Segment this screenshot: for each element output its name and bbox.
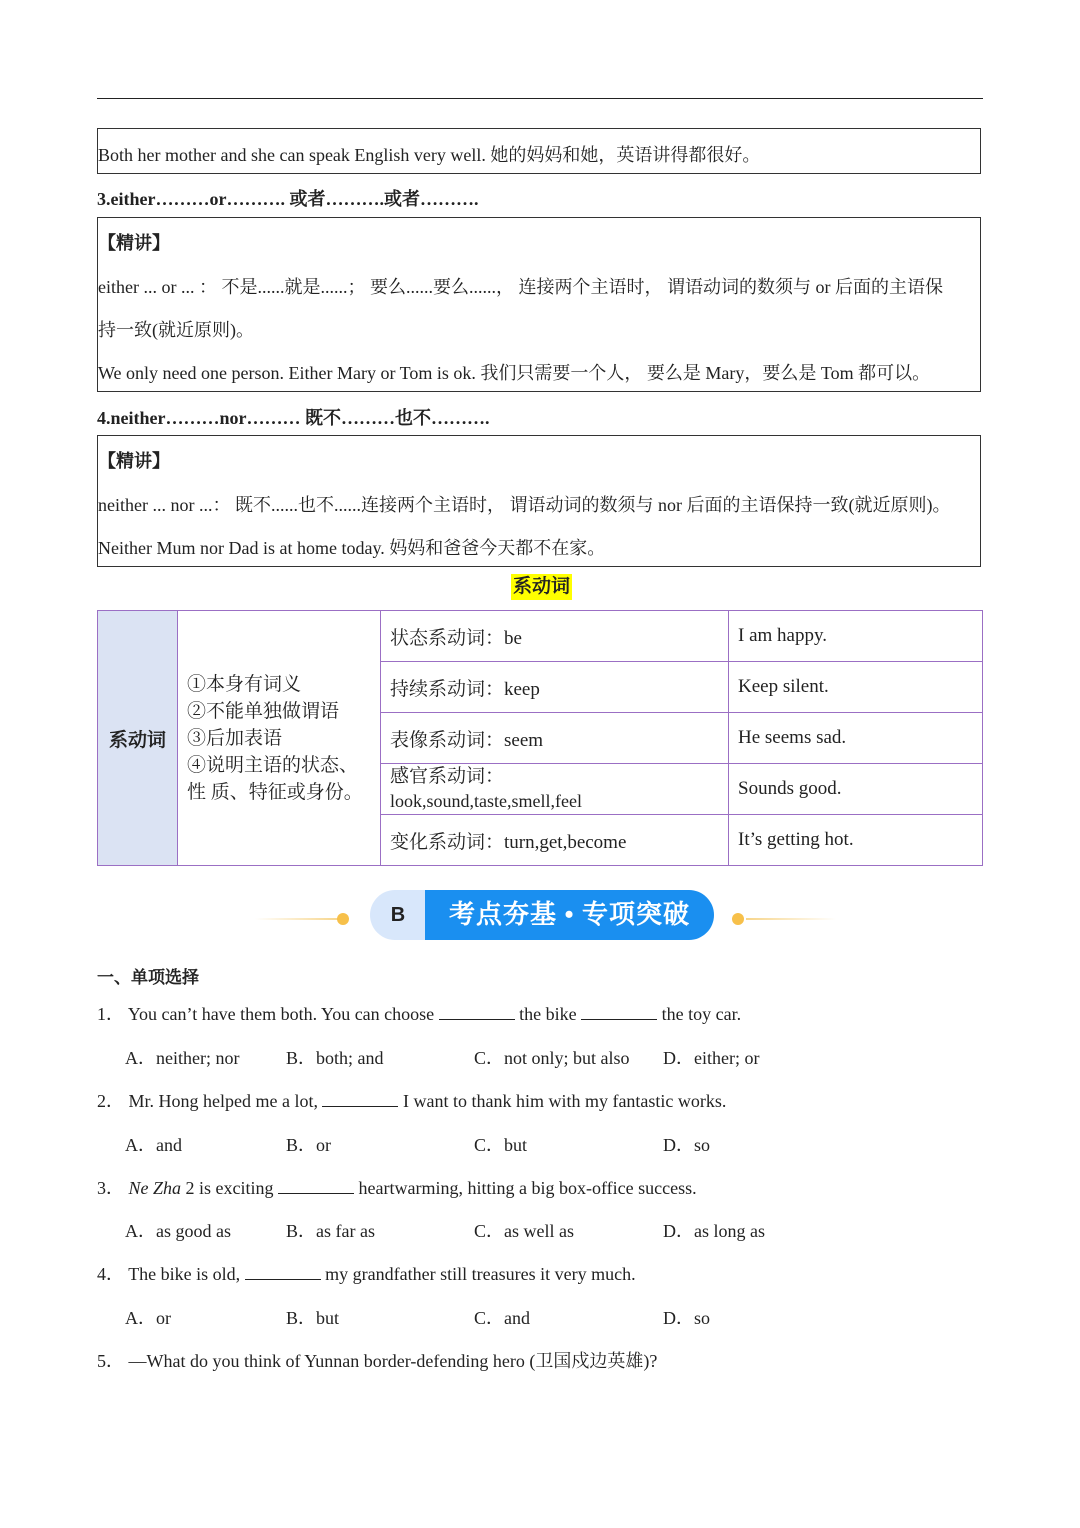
option-a[interactable]: A．as good as [125, 1221, 231, 1241]
property-line: ③后加表语 [187, 727, 283, 749]
property-line: ①本身有词义 [187, 673, 302, 695]
section-banner [370, 890, 714, 940]
section4-explain: neither ... nor ...： 既不......也不......连接两个主语时， 谓语动词的数须与 nor 后面的主语保持一致(就近原则)。 [98, 495, 951, 515]
option-b[interactable]: B．or [286, 1135, 331, 1155]
question-5 [97, 1347, 657, 1373]
question-3 [97, 1174, 697, 1200]
option-d[interactable]: D．so [663, 1308, 711, 1328]
question-text: I want to thank him with my fantastic works. [402, 1091, 727, 1111]
option-d[interactable]: D．either; or [663, 1048, 760, 1068]
answer-blank[interactable] [245, 1265, 321, 1280]
banner-letter: B [390, 904, 406, 926]
linking-verbs-table [97, 610, 983, 866]
verb-example: Sounds good. [729, 764, 983, 815]
property-line: ②不能单独做谓语 [187, 700, 340, 722]
verb-kind-line1: 感官系动词： [390, 766, 505, 787]
option-b[interactable]: B．as far as [286, 1221, 375, 1241]
section4-box [97, 435, 981, 567]
section4-tag: 【精讲】 [98, 451, 170, 471]
question-text: —What do you think of Yunnan border-defending hero (卫国戍边英雄)? [128, 1351, 658, 1371]
question-text: Mr. Hong helped me a lot, [128, 1091, 318, 1111]
section3-explain-1: either ... or ... ： 不是......就是......； 要么......要么......， 连接两个主语时， 谓语动词的数须与 or 后面的主语保 [98, 277, 943, 297]
linking-verbs-properties [178, 611, 381, 866]
section3-heading: 3.either………or………. 或者……….或者………. [97, 189, 479, 209]
header-rule [97, 98, 983, 99]
question-text: heartwarming, hitting a big box-office success. [358, 1178, 697, 1198]
question-4 [97, 1260, 636, 1286]
verb-kind: 状态系动词：be [381, 611, 729, 662]
option-c[interactable]: C．not only; but also [474, 1048, 630, 1068]
linking-verbs-title: 系动词 [511, 574, 572, 600]
question-text: You can’t have them both. You can choose [127, 1004, 435, 1024]
question-text: The bike is old, [128, 1264, 241, 1284]
question-1 [97, 1000, 741, 1026]
linking-verbs-label: 系动词 [98, 611, 178, 866]
verb-kind: 变化系动词：turn,get,become [381, 815, 729, 866]
property-line: ④说明主语的状态、 [187, 754, 359, 776]
option-a[interactable]: A．or [125, 1308, 171, 1328]
option-a[interactable]: A．and [125, 1135, 182, 1155]
section3-example: We only need one person. Either Mary or Tom is ok. 我们只需要一个人， 要么是 Mary，要么是 Tom 都可以。 [98, 363, 931, 383]
verb-kind [381, 764, 729, 815]
answer-blank[interactable] [581, 1005, 657, 1020]
verb-example: It’s getting hot. [729, 815, 983, 866]
banner-right-line [746, 918, 836, 920]
banner-left-dot [337, 913, 349, 925]
answer-blank[interactable] [322, 1092, 398, 1107]
example-box [97, 128, 981, 174]
question-number: 1． [97, 1004, 124, 1024]
question-text: the bike [519, 1004, 577, 1024]
example-sentence: Both her mother and she can speak English very well. 她的妈妈和她，英语讲得都很好。 [98, 145, 761, 165]
banner-text: 考点夯基 • 专项突破 [425, 890, 714, 940]
section3-box [97, 217, 981, 392]
option-b[interactable]: B．but [286, 1308, 340, 1328]
option-d[interactable]: D．as long as [663, 1221, 765, 1241]
exercise-section-title: 一、单项选择 [97, 968, 199, 988]
option-d[interactable]: D．so [663, 1135, 711, 1155]
verb-example: I am happy. [729, 611, 983, 662]
question-number: 2． [97, 1091, 124, 1111]
question-number: 5． [97, 1351, 124, 1371]
section4-example: Neither Mum nor Dad is at home today. 妈妈和爸爸今天都不在家。 [98, 538, 606, 558]
section4-heading: 4.neither………nor……… 既不………也不………. [97, 408, 490, 428]
banner-right-dot [732, 913, 744, 925]
banner-left-line [255, 918, 340, 920]
option-c[interactable]: C．but [474, 1135, 528, 1155]
question-2 [97, 1087, 726, 1113]
section3-tag: 【精讲】 [98, 233, 170, 253]
verb-kind: 表像系动词：seem [381, 713, 729, 764]
answer-blank[interactable] [439, 1005, 515, 1020]
question-number: 3． [97, 1178, 124, 1198]
property-line: 性 质、特征或身份。 [187, 781, 363, 803]
table-row [98, 611, 983, 662]
verb-example: He seems sad. [729, 713, 983, 764]
verb-example: Keep silent. [729, 662, 983, 713]
question-number: 4． [97, 1264, 124, 1284]
option-c[interactable]: C．and [474, 1308, 530, 1328]
verb-kind: 持续系动词：keep [381, 662, 729, 713]
section3-explain-2: 持一致(就近原则)。 [98, 320, 254, 340]
option-c[interactable]: C．as well as [474, 1221, 574, 1241]
question-text: my grandfather still treasures it very much. [325, 1264, 636, 1284]
option-b[interactable]: B．both; and [286, 1048, 384, 1068]
question-text: 2 is exciting [185, 1178, 274, 1198]
question-text: the toy car. [661, 1004, 742, 1024]
answer-blank[interactable] [278, 1179, 354, 1194]
option-a[interactable]: A．neither; nor [125, 1048, 240, 1068]
verb-kind-line2: look,sound,taste,smell,feel [390, 791, 582, 811]
question-title-italic: Ne Zha [128, 1178, 182, 1198]
